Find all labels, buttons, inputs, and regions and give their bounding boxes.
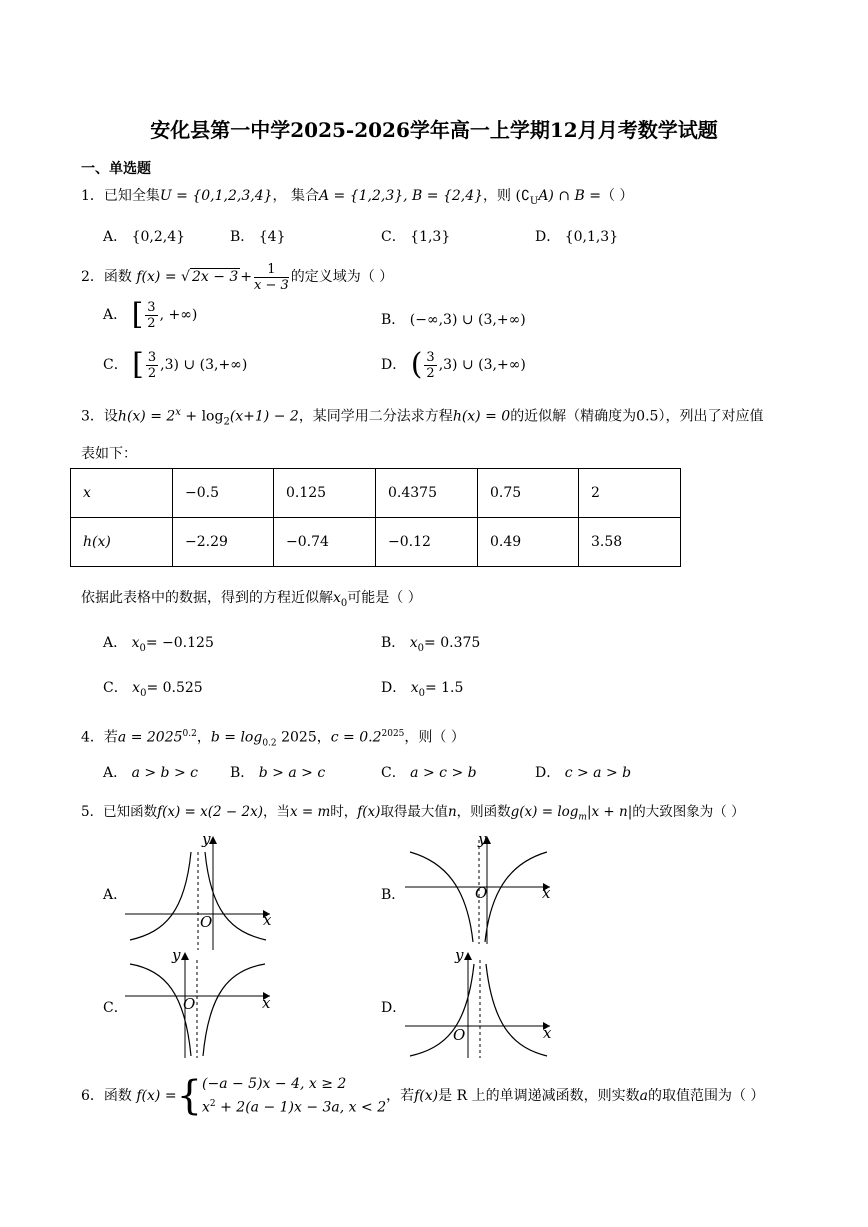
math-fraction [146, 350, 158, 381]
option-text: = 0.375 [424, 635, 481, 651]
option-text: a > b > c [131, 765, 198, 781]
question-text: 的大致图象为（ ） [632, 804, 745, 820]
math-brace: { [176, 1073, 203, 1119]
math-expression: (∁ [515, 188, 530, 204]
axis-label-y: y [478, 832, 487, 848]
question-text: 时， [330, 804, 358, 820]
math-expression: (x+1) − 2 [229, 408, 299, 425]
option-text: c > a > b [564, 765, 632, 781]
question-text: 的定义域为（ ） [290, 269, 394, 285]
q2-option-c[interactable] [103, 348, 247, 382]
math-subscript: 0.2 [262, 738, 277, 749]
math-expression: x = m [289, 804, 331, 820]
math-superscript: 2 [209, 1099, 216, 1110]
option-text: {0,1,3} [564, 229, 619, 245]
origin-label: O [453, 1026, 466, 1044]
q3-option-a[interactable] [103, 633, 214, 659]
question-number: 4． [81, 729, 104, 746]
table-row [71, 469, 681, 518]
axis-label-x: x [542, 884, 551, 902]
fraction-denominator: x − 3 [254, 277, 289, 293]
y-axis-arrow [181, 952, 189, 960]
table-row [71, 518, 681, 567]
option-text: (−∞,3) ∪ (3,+∞) [409, 312, 526, 328]
question-text: 已知函数 [103, 804, 158, 820]
graph-c [125, 948, 280, 1060]
question-4 [81, 724, 465, 753]
q3-option-b[interactable] [381, 633, 480, 659]
math-subscript: m [578, 812, 587, 823]
math-expression: A = {1,2,3}, B = {2,4} [318, 188, 484, 204]
option-text: b > a > c [258, 765, 326, 781]
question-text: ， [316, 729, 331, 746]
math-expression: h(x) = 2 [117, 408, 176, 425]
table-cell: −0.5 [173, 469, 274, 518]
option-text: = 0.525 [146, 680, 203, 696]
q4-option-d[interactable] [535, 763, 631, 783]
question-text: ，当 [262, 804, 290, 820]
q1-option-a[interactable] [103, 227, 185, 247]
question-text: ， [196, 729, 211, 746]
question-text: ，则（ ） [404, 729, 465, 746]
table-cell: −0.74 [274, 518, 376, 567]
answer-paren: （ ） [600, 188, 634, 204]
curve-right [205, 852, 266, 940]
q2-option-b[interactable] [381, 310, 526, 330]
fraction-denominator: 2 [426, 365, 435, 381]
math-expression: f(x) [414, 1088, 439, 1104]
page-title: 安化县第一中学2025-2026学年高一上学期12月月考数学试题 [150, 118, 718, 142]
math-superscript: 0.2 [182, 729, 197, 739]
math-subscript: 2 [223, 416, 230, 428]
math-subscript: 0 [140, 687, 147, 699]
math-variable: x [131, 635, 140, 651]
question-text: ，则 [483, 188, 512, 204]
option-label: B． [381, 635, 406, 651]
fraction-numerator: 1 [254, 262, 289, 278]
q5-option-d[interactable]: D． [381, 1000, 407, 1016]
question-text: 是 R 上的单调递减函数，则实数 [438, 1088, 640, 1104]
math-expression: b = log [210, 729, 263, 746]
math-variable: x [333, 590, 341, 606]
curve-left [130, 852, 191, 940]
question-text: 的取值范围为（ ） [647, 1088, 765, 1104]
option-text: {0,2,4} [131, 229, 186, 245]
math-variable: a [639, 1088, 648, 1104]
math-expression: f(x) = [136, 1088, 177, 1104]
math-subscript: U [529, 195, 539, 207]
math-expression: h(x) = 0 [452, 408, 511, 425]
math-variable: n [447, 804, 457, 820]
math-fraction [145, 300, 157, 331]
question-number: 3． [81, 408, 104, 425]
option-text: {4} [258, 229, 286, 245]
table-header-cell: x [71, 469, 173, 518]
question-text: ，则函数 [456, 804, 511, 820]
question-text: 已知全集 [103, 188, 160, 204]
curve-right [486, 964, 547, 1056]
math-variable: x [410, 680, 419, 696]
question-text: 函数 [103, 1088, 132, 1104]
math-subscript: 0 [417, 642, 425, 654]
question-number: 2． [81, 269, 104, 285]
question-text: ， 集合 [272, 188, 319, 204]
math-variable: x [132, 680, 141, 696]
math-fraction [254, 262, 289, 293]
option-label: A． [103, 307, 128, 323]
q5-option-a[interactable]: A． [103, 887, 128, 903]
question-number: 5． [81, 804, 104, 820]
curve-left [130, 964, 191, 1056]
question-6 [81, 1074, 764, 1118]
math-operator: + [240, 269, 253, 285]
question-number: 1． [81, 188, 104, 204]
graph-b [405, 832, 560, 952]
case-line: (−a − 5)x − 4, x ≥ 2 [202, 1076, 347, 1093]
y-axis-arrow [464, 952, 472, 960]
math-expression: + log [180, 408, 224, 425]
table-header-cell: h(x) [71, 518, 173, 567]
math-variable: x [202, 1099, 210, 1116]
math-expression: A) ∩ B = [538, 188, 601, 204]
q1-option-b[interactable] [230, 227, 285, 247]
option-text: ,3) ∪ (3,+∞) [160, 357, 248, 373]
option-label: C． [381, 765, 406, 781]
q5-option-b[interactable]: B． [381, 887, 406, 903]
math-expression: f(x) = [136, 269, 177, 285]
axis-label-x: x [543, 1024, 552, 1042]
question-text: 可能是（ ） [347, 590, 422, 606]
option-label: A． [103, 229, 128, 245]
q5-option-c[interactable]: C． [103, 1000, 128, 1016]
axis-label-x: x [263, 911, 272, 929]
question-text: 依据此表格中的数据，得到的方程近似解 [81, 590, 333, 606]
table-cell: 0.4375 [376, 469, 478, 518]
math-expression: c = 0.2 [330, 729, 382, 746]
q2-option-d[interactable] [381, 348, 526, 382]
question-text: 函数 [103, 269, 132, 285]
option-label: C． [103, 357, 128, 373]
question-text: 取得最大值 [380, 804, 448, 820]
option-label: B． [381, 312, 406, 328]
axis-label-y: y [172, 948, 181, 964]
option-label: B． [230, 229, 255, 245]
option-label: A． [103, 635, 128, 651]
fraction-numerator: 3 [147, 349, 157, 365]
math-variable: x [409, 635, 418, 651]
math-fraction [424, 350, 436, 381]
question-text: ，若 [386, 1088, 415, 1104]
fraction-denominator: 2 [147, 365, 157, 381]
value-table [70, 468, 681, 567]
option-label: C． [103, 680, 128, 696]
math-subscript: 0 [418, 687, 425, 699]
math-expression: |x + n| [586, 804, 633, 820]
table-cell: 2 [579, 469, 681, 518]
curve-right [203, 964, 265, 1056]
option-label: D． [381, 680, 407, 696]
math-superscript: x [175, 407, 181, 418]
bracket: ( [410, 347, 423, 382]
fraction-numerator: 3 [426, 349, 435, 365]
q4-option-b[interactable] [230, 763, 325, 783]
q3-option-c[interactable] [103, 678, 203, 704]
question-1 [81, 186, 633, 212]
table-cell: −2.29 [173, 518, 274, 567]
table-cell: 0.49 [478, 518, 579, 567]
axis-label-y: y [202, 832, 211, 848]
math-expression: 2025 [276, 729, 317, 746]
origin-label: O [200, 913, 213, 931]
math-expression: g(x) = log [510, 804, 579, 820]
fraction-numerator: 3 [147, 299, 156, 315]
question-3 [81, 403, 763, 432]
math-expression: + 2(a − 1)x − 3a, x < 2 [215, 1099, 387, 1116]
bracket: [ [132, 347, 144, 382]
option-label: D． [535, 229, 561, 245]
option-label: D． [381, 357, 407, 373]
math-subscript: 0 [139, 642, 146, 654]
option-label: B． [230, 765, 255, 781]
section-heading: 一、单选题 [81, 161, 151, 177]
option-text: {1,3} [410, 229, 451, 245]
q2-option-a[interactable] [103, 298, 197, 332]
table-cell: 3.58 [579, 518, 681, 567]
axis-label-y: y [455, 948, 464, 964]
fraction-denominator: 2 [147, 315, 156, 331]
question-3-prompt [81, 588, 422, 614]
table-cell: 0.75 [478, 469, 579, 518]
axis-label-x: x [262, 994, 271, 1012]
q4-option-a[interactable] [103, 763, 198, 783]
question-5 [81, 802, 745, 828]
math-expression: f(x) [357, 804, 381, 820]
question-text: 若 [103, 729, 118, 746]
question-text: 设 [103, 408, 118, 425]
origin-label: O [183, 995, 196, 1013]
question-text: 的近似解（精确度为0.5），列出了对应值 [510, 408, 764, 425]
question-2: 2．函数 f(x) = √ 2x − 3 + $\frac{1}{x - 3}$ 的定义域为（ ） [81, 261, 394, 293]
math-subscript: 0 [340, 597, 348, 609]
table-cell: 0.125 [274, 469, 376, 518]
origin-label: O [475, 884, 488, 902]
option-text: ,3) ∪ (3,+∞) [438, 357, 526, 373]
option-text: = −0.125 [145, 635, 214, 651]
q4-option-c[interactable] [381, 763, 477, 783]
q1-option-c[interactable] [381, 227, 450, 247]
q3-option-d[interactable] [381, 678, 463, 704]
graph-d [405, 948, 560, 1060]
curve-left [410, 852, 473, 942]
piecewise-cases [202, 1074, 386, 1118]
math-expression: U = {0,1,2,3,4} [159, 188, 273, 204]
graph-a [125, 832, 280, 952]
question-number: 6． [81, 1088, 104, 1104]
curve-right [485, 852, 547, 942]
option-text: , +∞) [159, 307, 198, 323]
option-text: a > c > b [410, 765, 477, 781]
option-label: D． [535, 765, 561, 781]
math-expression: f(x) = x(2 − 2x) [157, 804, 263, 820]
case-line [202, 1094, 386, 1118]
question-text: ，某同学用二分法求方程 [298, 408, 453, 425]
math-expression: a = 2025 [117, 729, 183, 746]
math-sqrt: 2x − 3 [191, 269, 239, 285]
bracket: [ [131, 297, 144, 332]
math-superscript: 2025 [381, 729, 405, 739]
q1-option-d[interactable] [535, 227, 618, 247]
option-label: A． [103, 765, 128, 781]
table-cell: −0.12 [376, 518, 478, 567]
question-text: 表如下： [81, 446, 137, 462]
option-text: = 1.5 [424, 680, 464, 696]
option-label: C． [381, 229, 406, 245]
